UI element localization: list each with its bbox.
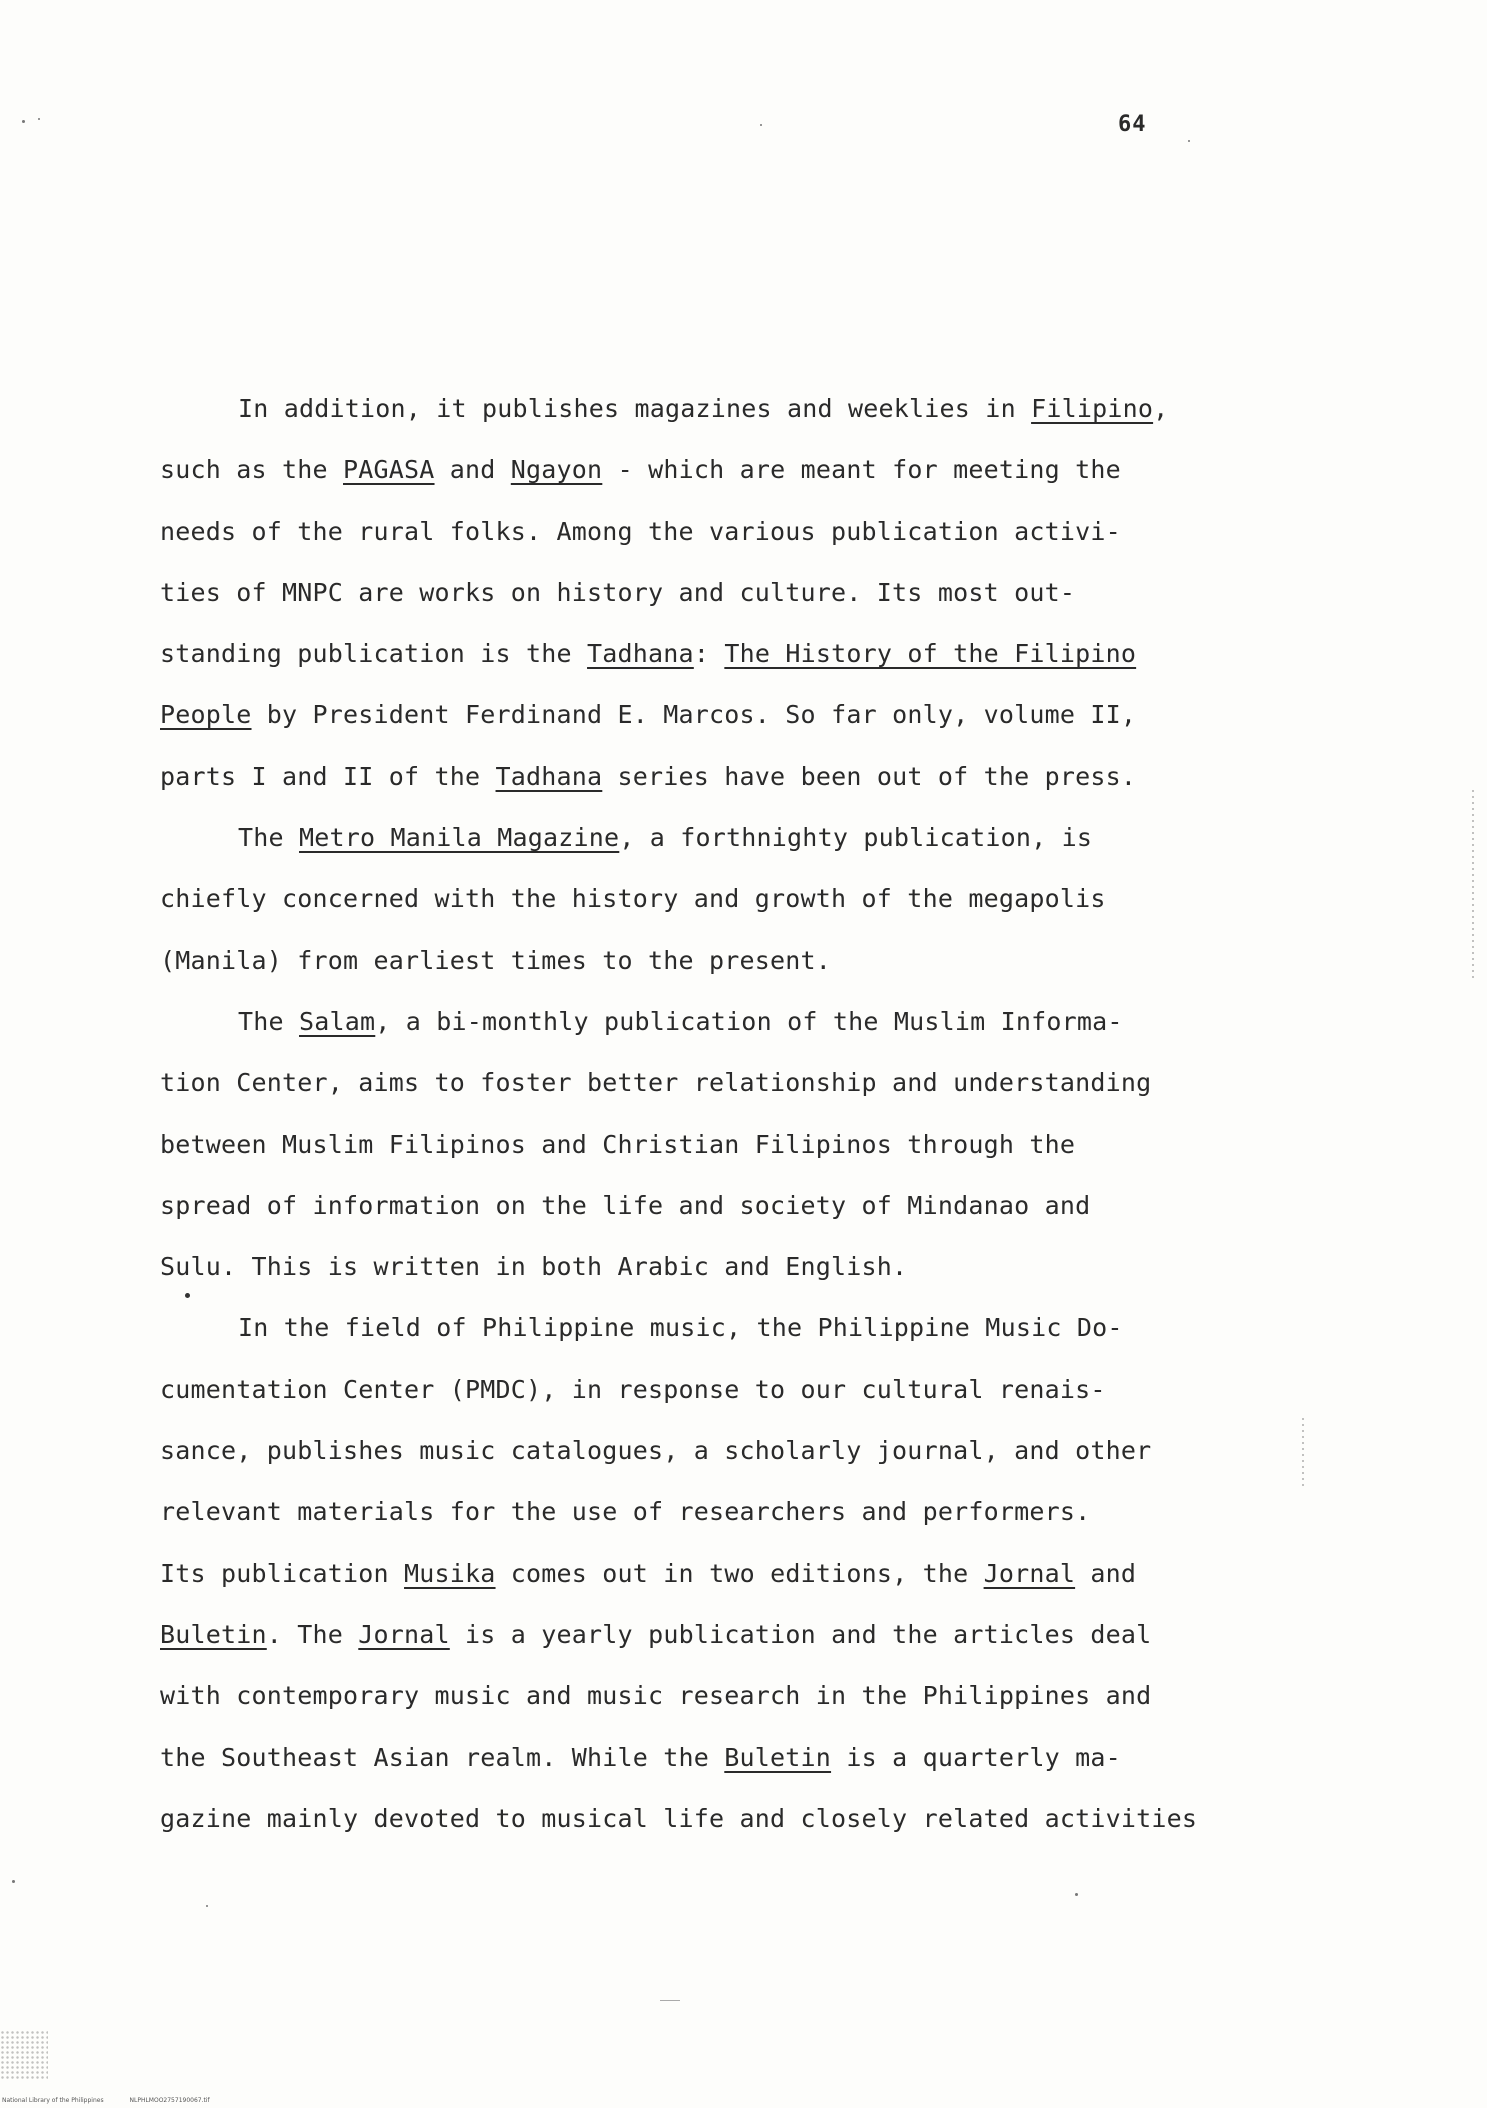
text-line (160, 1604, 1240, 1665)
text-line (160, 1420, 1240, 1481)
body-text (160, 378, 1240, 1849)
text-run: The (238, 1006, 300, 1036)
text-run: chiefly concerned with the history and growth of the megapolis (160, 884, 1106, 914)
text-line (160, 1665, 1240, 1726)
scan-footer (0, 2094, 1487, 2108)
scan-speck (1075, 1893, 1078, 1896)
underlined-title: Metro Manila Magazine (299, 823, 620, 853)
scan-speck (38, 118, 40, 120)
scan-speck (760, 124, 762, 126)
text-run: In addition, it publishes magazines and weeklies in (238, 394, 1032, 423)
text-line (160, 439, 1240, 500)
text-run: relevant materials for the use of researchers and performers. (160, 1497, 1091, 1527)
text-line (160, 1481, 1240, 1542)
underlined-title: Buletin (160, 1619, 267, 1649)
underlined-title: People (160, 700, 252, 730)
text-run: Sulu. This is written in both Arabic and English. (160, 1252, 908, 1282)
text-run: Its publication (160, 1558, 405, 1588)
text-run: such as the (160, 455, 344, 485)
text-line (160, 1788, 1240, 1849)
text-line (160, 562, 1240, 623)
bullet-mark (185, 1293, 190, 1298)
underlined-title: Filipino (1031, 394, 1154, 423)
underlined-title: Buletin (724, 1742, 832, 1772)
text-line (160, 1114, 1240, 1175)
text-run: cumentation Center (PMDC), in response to our cultural renais- (160, 1374, 1106, 1404)
text-run: the Southeast Asian realm. While the (160, 1742, 725, 1772)
text-run: . The (266, 1619, 359, 1649)
text-run: , a forthnighty publication, is (619, 823, 1093, 853)
scan-speck (1188, 140, 1190, 142)
scan-edge-noise (1302, 1418, 1304, 1488)
scan-speck (22, 120, 25, 123)
text-run: , a bi-monthly publication of the Muslim Informa- (375, 1006, 1123, 1036)
underlined-title: Ngayon (510, 455, 603, 485)
text-run: , (1153, 394, 1169, 423)
text-run: comes out in two editions, the (495, 1558, 984, 1588)
underlined-title: PAGASA (343, 455, 435, 485)
text-run: and (434, 455, 511, 485)
text-line (160, 378, 1240, 439)
text-run: spread of information on the life and society of Mindanao and (160, 1190, 1091, 1220)
footer-file-id: NLPHLMOO2757190067.tif (129, 2097, 210, 2104)
text-run: sance, publishes music catalogues, a scholarly journal, and other (160, 1436, 1152, 1466)
footer-library: National Library of the Philippines (2, 2097, 104, 2104)
text-run: and (1075, 1558, 1137, 1588)
text-run: standing publication is the (160, 639, 588, 669)
underlined-title: Salam (299, 1006, 376, 1036)
underlined-title: Jornal (358, 1619, 450, 1649)
scan-smudge (0, 2030, 48, 2080)
text-run: (Manila) from earliest times to the present. (160, 945, 832, 975)
text-run: : (693, 639, 725, 669)
text-run: ties of MNPC are works on history and culture. Its most out- (160, 577, 1076, 607)
text-run: gazine mainly devoted to musical life and closely related activities (160, 1803, 1198, 1833)
text-line (160, 1052, 1240, 1113)
text-line (160, 991, 1240, 1052)
text-line (160, 807, 1240, 868)
text-run: with contemporary music and music research in the Philippines and (160, 1681, 1152, 1711)
underlined-title: The History of the Filipino (724, 639, 1137, 669)
page-number: 64 (1118, 112, 1147, 137)
text-line (160, 1297, 1240, 1358)
text-line (160, 930, 1240, 991)
text-run: tion Center, aims to foster better relationship and understanding (160, 1068, 1152, 1098)
text-line (160, 501, 1240, 562)
text-line (160, 868, 1240, 929)
text-run: between Muslim Filipinos and Christian Filipinos through the (160, 1129, 1076, 1159)
text-run: series have been out of the press. (602, 761, 1137, 791)
scan-speck (660, 2000, 680, 2001)
text-run: is a yearly publication and the articles deal (449, 1619, 1152, 1649)
text-run: In the field of Philippine music, the Philippine Music Do- (238, 1313, 1123, 1343)
text-line (160, 746, 1240, 807)
underlined-title: Tadhana (587, 639, 694, 669)
text-run: parts I and II of the (160, 761, 496, 791)
text-run: is a quarterly ma- (831, 1742, 1121, 1772)
underlined-title: Tadhana (495, 761, 603, 791)
scan-speck (12, 1880, 15, 1883)
text-run: by President Ferdinand E. Marcos. So far only, volume II, (251, 700, 1137, 730)
scan-speck (206, 1905, 208, 1907)
scan-edge-noise (1472, 790, 1474, 980)
text-line (160, 1359, 1240, 1420)
underlined-title: Musika (404, 1558, 496, 1588)
text-line (160, 1543, 1240, 1604)
text-line (160, 1236, 1240, 1297)
text-line (160, 1175, 1240, 1236)
underlined-title: Jornal (983, 1558, 1076, 1588)
text-line (160, 623, 1240, 684)
text-line (160, 1727, 1240, 1788)
text-line (160, 684, 1240, 745)
text-run: - which are meant for meeting the (602, 455, 1121, 485)
text-run: The (238, 823, 300, 853)
text-run: needs of the rural folks. Among the various publication activi- (160, 516, 1121, 546)
